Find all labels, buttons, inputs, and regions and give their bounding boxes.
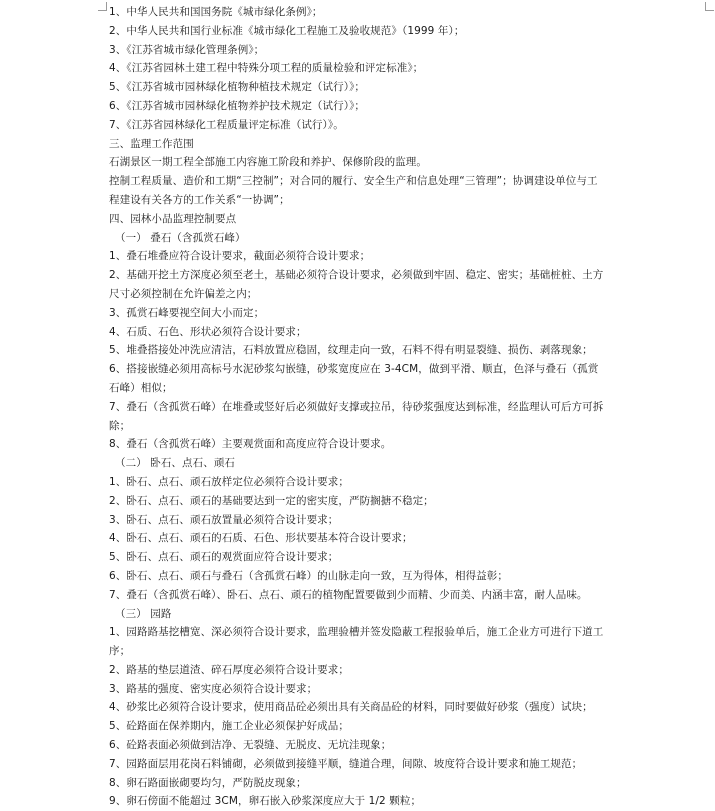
page-corner-mark-left [98,2,107,11]
text-line: 控制工程质量、造价和工期“三控制”；对合同的履行、安全生产和信息处理“三管理”；协调建设单位与工 [109,175,598,188]
text-line: 3、《江苏省城市绿化管理条例》； [109,43,265,56]
text-line: 2、中华人民共和国行业标准《城市绿化工程施工及验收规范》（1999 年）； [109,24,465,37]
text-line: 4、《江苏省园林土建工程中特殊分项工程的质量检验和评定标准》； [109,62,424,75]
text-line: 5、《江苏省城市园林绿化植物种植技术规定（试行）》； [109,81,366,94]
text-line: 7、《江苏省园林绿化工程质量评定标准（试行）》。 [109,118,344,131]
text-line: 3、路基的强度、密实度必须符合设计要求； [109,682,318,695]
text-line: 1、中华人民共和国国务院《城市绿化条例》； [109,6,323,18]
text-line: 2、卧石、点石、顽石的基础要达到一定的密实度，严防搁搪不稳定； [109,494,434,507]
text-line: （二） 卧石、点石、顽石 [115,457,236,470]
text-line: 1、叠石堆叠应符合设计要求，截面必须符合设计要求； [109,250,371,263]
text-line: 石湖景区一期工程全部施工内容施工阶段和养护、保修阶段的监理。 [109,156,427,169]
text-line: 2、路基的垫层道渣、碎石厚度必须符合设计要求； [109,663,349,676]
text-line: 1、卧石、点石、顽石放样定位必须符合设计要求； [109,475,349,488]
text-line: 序； [109,645,131,658]
text-line: （三） 园路 [115,607,172,620]
text-line: 6、砼路表面必须做到洁净、无裂缝、无脱皮、无坑洼现象； [109,739,392,752]
text-line: 3、孤赏石峰要视空间大小而定； [109,306,265,319]
text-line: 5、堆叠搭接处冲洗应清洁，石料放置应稳固，纹理走向一致，石料不得有明显裂缝、损伤、剥落现象； [109,344,593,357]
document-page [109,3,709,811]
text-line: 6、搭接嵌缝必须用高标号水泥砂浆勾嵌缝，砂浆宽度应在 3-4CM，做到平滑、顺直，色泽与叠石（孤赏 [109,363,599,376]
text-line: 1、园路路基挖槽宽、深必须符合设计要求，监理验槽并签发隐蔽工程报验单后，施工企业方可进行下道工 [109,626,604,639]
text-line: 8、卵石路面嵌砌要均匀，严防脱皮现象； [109,776,307,789]
text-line: 2、基础开挖土方深度必须至老土，基础必须符合设计要求，必须做到牢固、稳定、密实；基础桩桩、土方 [109,269,604,282]
text-line: 程建设有关各方的工作关系“一协调”； [109,193,290,206]
text-line: 5、卧石、点石、顽石的观赏面应符合设计要求； [109,551,339,564]
text-line: （一） 叠石（含孤赏石峰） [115,231,246,244]
text-line: 6、卧石、点石、顽石与叠石（含孤赏石峰）的山脉走向一致，互为得体，相得益彰； [109,569,508,582]
text-line: 9、卵石傍面不能超过 3CM，卵石嵌入砂浆深度应大于 1/2 颗粒； [109,795,422,808]
text-line: 5、砼路面在保养期内，施工企业必须保护好成品； [109,720,349,733]
text-line: 3、卧石、点石、顽石放置量必须符合设计要求； [109,513,339,526]
text-line: 6、《江苏省城市园林绿化植物养护技术规定（试行）》； [109,99,366,112]
text-line: 7、叠石（含孤赏石峰）在堆叠或竖好后必须做好支撑或拉吊，待砂浆强度达到标准，经监理认可后方可拆 [109,400,604,413]
text-line: 7、园路面层用花岗石料铺砌，必须做到接缝平顺，缝道合理，间隙、坡度符合设计要求和施工规范； [109,757,583,770]
text-line: 4、石质、石色、形状必须符合设计要求； [109,325,307,338]
text-line: 4、卧石、点石、顽石的石质、石色、形状要基本符合设计要求； [109,532,413,545]
text-line: 8、叠石（含孤赏石峰）主要观赏面和高度应符合设计要求。 [109,438,392,451]
text-line: 除； [109,419,131,432]
text-line: 7、叠石（含孤赏石峰）、卧石、点石、顽石的植物配置要做到少而精、少而美、内涵丰富，耐人品味。 [109,588,588,601]
text-line: 石峰）相似； [109,381,173,394]
text-line: 四、园林小品监理控制要点 [109,212,237,225]
text-line: 三、监理工作范围 [109,137,194,150]
text-line: 尺寸必须控制在允许偏差之内； [109,287,258,300]
text-line: 4、砂浆比必须符合设计要求，使用商品砼必须出具有关商品砼的材料，同时要做好砂浆（强度）试块； [109,701,593,714]
